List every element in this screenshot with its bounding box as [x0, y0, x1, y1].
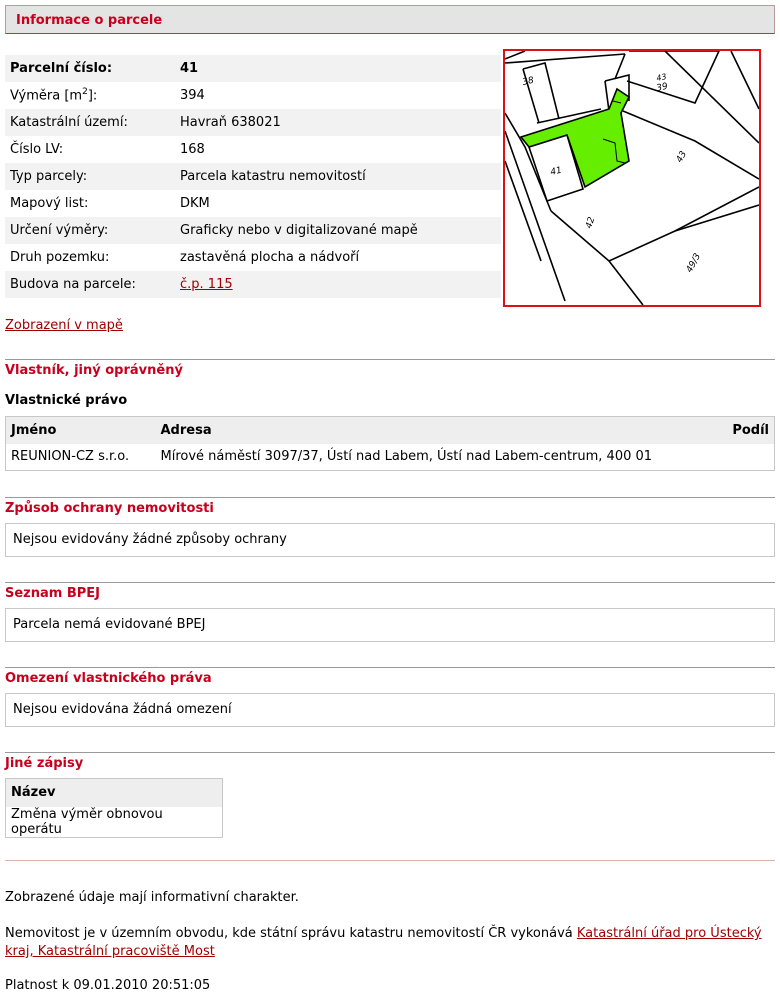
parcel-row-area	[5, 82, 501, 109]
map-label: 42	[584, 215, 598, 230]
parcel-value: DKM	[180, 196, 210, 211]
parcel-row-type	[5, 163, 501, 190]
show-in-map-link[interactable]: Zobrazení v mapě	[5, 318, 123, 333]
parcel-label: Určení výměry:	[5, 217, 175, 244]
parcel-label: Druh pozemku:	[10, 250, 110, 265]
restrictions-box: Nejsou evidována žádná omezení	[5, 693, 775, 727]
parcel-row-area-method	[5, 217, 501, 244]
cadastral-map-svg	[505, 51, 759, 305]
parcel-row-building	[5, 271, 501, 298]
ownership-subtitle: Vlastnické právo	[5, 393, 128, 408]
footer-divider	[5, 860, 775, 861]
other-record-text: Změna výměr obnovou operátu	[11, 806, 163, 837]
parcel-row-number	[5, 55, 501, 82]
owners-table	[5, 416, 775, 471]
parcel-row-map-sheet	[5, 190, 501, 217]
other-records-table	[5, 778, 223, 838]
other-records-section-title: Jiné zápisy	[5, 756, 84, 771]
parcel-value: zastavěná plocha a nádvoří	[180, 250, 360, 265]
footer-office-text: Nemovitost je v územním obvodu, kde státní správu katastru nemovitostí ČR vykonává	[5, 926, 573, 941]
restrictions-section-title: Omezení vlastnického práva	[5, 671, 212, 686]
owner-name: REUNION-CZ s.r.o.	[6, 444, 156, 471]
column-header-title: Název	[6, 779, 223, 807]
bpej-box: Parcela nemá evidované BPEJ	[5, 608, 775, 642]
footer-office	[5, 925, 775, 961]
parcel-row-lv	[5, 136, 501, 163]
map-label: 39	[655, 81, 669, 94]
parcel-value: Graficky nebo v digitalizované mapě	[175, 217, 501, 244]
map-label: 43	[674, 149, 690, 165]
parcel-info-table	[5, 55, 501, 298]
divider	[5, 582, 775, 583]
map-label: 49/3	[684, 251, 704, 275]
column-header-share: Podíl	[721, 417, 774, 444]
divider	[5, 752, 775, 753]
parcel-row-cadastral-area	[5, 109, 501, 136]
parcel-label: Číslo LV:	[10, 142, 64, 157]
parcel-value: Havraň 638021	[175, 109, 501, 136]
table-row	[6, 444, 775, 471]
parcel-value: 394	[180, 88, 205, 103]
protection-section-title: Způsob ochrany nemovitosti	[5, 501, 214, 516]
divider	[5, 667, 775, 668]
parcel-value: 41	[175, 55, 501, 82]
parcel-row-land-type	[5, 244, 501, 271]
building-link[interactable]: č.p. 115	[180, 277, 233, 292]
parcel-label: Parcelní číslo:	[5, 55, 175, 82]
parcel-label: Typ parcely:	[5, 163, 175, 190]
map-label: 38	[521, 75, 535, 88]
other-records-header-row	[6, 779, 223, 807]
divider	[5, 497, 775, 498]
parcel-label: Budova na parcele:	[5, 271, 175, 298]
map-label: 41	[549, 165, 563, 178]
protection-box: Nejsou evidovány žádné způsoby ochrany	[5, 523, 775, 557]
map-label: 43	[655, 72, 668, 83]
owner-share	[721, 444, 774, 471]
owner-address: Mírové náměstí 3097/37, Ústí nad Labem, Ústí nad Labem-centrum, 400 01	[156, 444, 722, 471]
parcel-map[interactable]	[503, 49, 761, 307]
footer-validity: Platnost k 09.01.2010 20:51:05	[5, 978, 211, 993]
parcel-label: Katastrální území:	[5, 109, 175, 136]
column-header-name: Jméno	[6, 417, 156, 444]
parcel-label: Výměra $[m^2]$:	[10, 87, 98, 104]
owners-header-row	[6, 417, 775, 444]
divider	[5, 359, 775, 360]
page-title: Informace o parcele	[5, 5, 775, 34]
parcel-value	[175, 271, 501, 298]
column-header-address: Adresa	[156, 417, 722, 444]
table-row	[6, 807, 223, 838]
cadastral-office-link[interactable]: Katastrální úřad pro Ústecký kraj, Katastrální pracoviště Most	[5, 926, 762, 959]
footer-note: Zobrazené údaje mají informativní charakter.	[5, 890, 299, 905]
parcel-label: Mapový list:	[10, 196, 89, 211]
bpej-section-title: Seznam BPEJ	[5, 586, 100, 601]
owner-section-title: Vlastník, jiný oprávněný	[5, 363, 183, 378]
parcel-value: 168	[180, 142, 205, 157]
parcel-value: Parcela katastru nemovitostí	[175, 163, 501, 190]
